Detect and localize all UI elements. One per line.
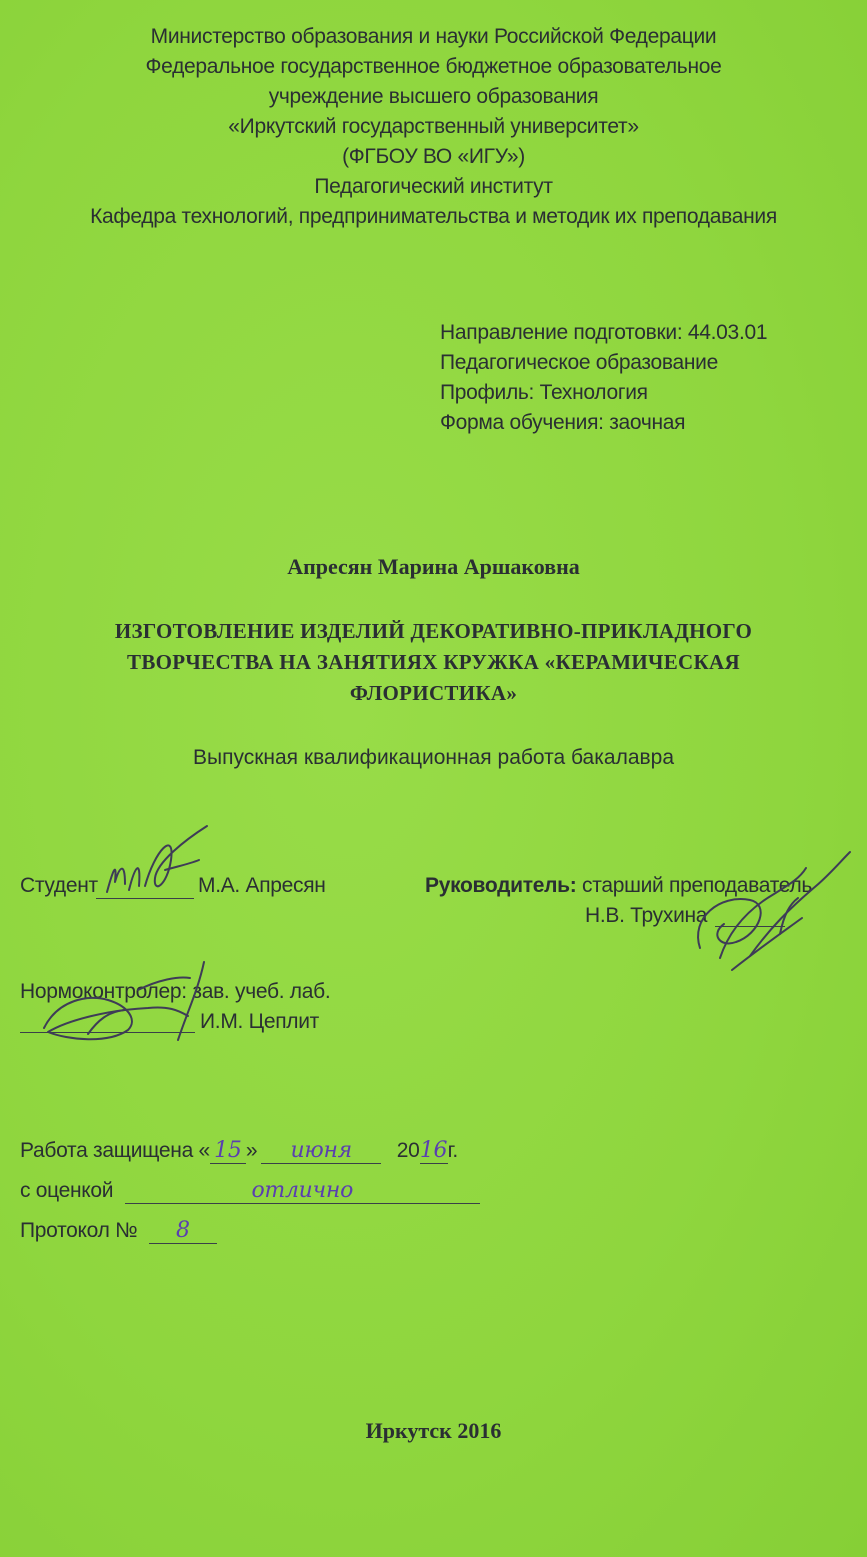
defense-year-suffix: 16 — [419, 1138, 448, 1163]
defense-month: июня — [261, 1138, 381, 1164]
direction-code: Направление подготовки: 44.03.01 — [440, 321, 768, 344]
grade-label: с оценкой — [20, 1179, 114, 1202]
normcontrol-name: И.М. Цеплит — [200, 1010, 319, 1033]
title-line-1: ИЗГОТОВЛЕНИЕ ИЗДЕЛИЙ ДЕКОРАТИВНО-ПРИКЛАДНОГО — [114, 619, 753, 643]
defense-prefix: Работа защищена « — [20, 1139, 210, 1162]
thesis-title — [0, 616, 867, 709]
author-name: Апресян Марина Аршаковна — [287, 554, 580, 579]
header-line-institution: учреждение высшего образования — [268, 85, 599, 108]
normcontrol-position: зав. учеб. лаб. — [192, 980, 331, 1003]
city-year: Иркутск 2016 — [365, 1418, 502, 1443]
supervisor-position: старший преподаватель — [582, 874, 813, 897]
header-line-ministry: Министерство образования и науки Российской Федерации — [150, 25, 717, 48]
normcontrol-label: Нормоконтролер: — [20, 980, 187, 1003]
student-label: Студент — [20, 874, 98, 897]
defense-year-unit: г. — [447, 1139, 458, 1162]
supervisor-signature — [680, 838, 860, 978]
protocol-number: 8 — [149, 1218, 217, 1244]
title-line-3: ФЛОРИСТИКА» — [349, 681, 518, 705]
grade-line — [20, 1178, 480, 1204]
defense-line — [20, 1138, 458, 1164]
header-line-department: Кафедра технологий, предпринимательства и методик их преподавания — [90, 205, 777, 228]
header-line-federal: Федеральное государственное бюджетное образовательное — [145, 55, 722, 78]
title-line-2: ТВОРЧЕСТВА НА ЗАНЯТИЯХ КРУЖКА «КЕРАМИЧЕСКАЯ — [127, 650, 740, 674]
header-line-institute: Педагогический институт — [314, 175, 553, 198]
direction-study-form: Форма обучения: заочная — [440, 411, 686, 434]
header-line-university: «Иркутский государственный университет» — [228, 115, 639, 138]
defense-year-prefix: 20 — [396, 1139, 420, 1162]
protocol-line — [20, 1218, 217, 1244]
supervisor-label: Руководитель: — [425, 874, 577, 897]
grade-value: отлично — [125, 1178, 480, 1204]
normcontrol-signature — [28, 950, 228, 1050]
supervisor-name: Н.В. Трухина — [585, 904, 708, 927]
study-direction-block — [440, 318, 767, 438]
defense-quote-close: » — [245, 1139, 258, 1162]
institution-header — [0, 22, 867, 232]
header-line-abbrev: (ФГБОУ ВО «ИГУ») — [342, 145, 525, 168]
student-name: М.А. Апресян — [198, 874, 326, 897]
protocol-label: Протокол № — [20, 1219, 138, 1242]
direction-profile: Профиль: Технология — [440, 381, 648, 404]
defense-day: 15 — [210, 1138, 246, 1164]
direction-name: Педагогическое образование — [440, 351, 718, 374]
work-type: Выпускная квалификационная работа бакалавра — [192, 746, 675, 769]
